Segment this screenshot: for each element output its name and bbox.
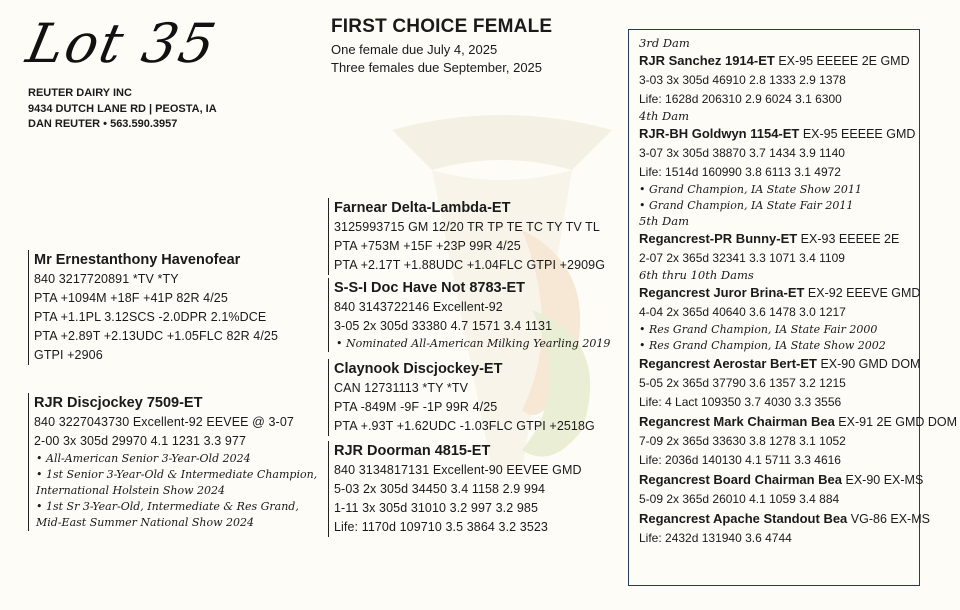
record-line: Life: 2036d 140130 4.1 5711 3.3 4616 [639,453,841,467]
dam-entry [28,393,322,531]
cow-classification: EX-92 EEEVE GMD [804,286,921,300]
pedigree-line: 1-11 3x 305d 31010 3.2 997 3.2 985 [334,501,539,515]
owner-address: 9434 DUTCH LANE RD | PEOSTA, IA [28,102,217,115]
pedigree-name: Claynook Discjockey-ET [334,361,503,377]
dam-family-name [639,51,911,71]
cow-name: Regancrest Mark Chairman Bea [639,414,835,429]
pedigree-line: 840 3143722146 Excellent-92 [334,300,503,314]
pedigree-name: S-S-I Doc Have Not 8783-ET [334,280,525,296]
lot-title: Lot 35 [21,12,223,75]
dam-award: • 1st Senior 3-Year-Old & Intermediate Champion, International Holstein Show 2024 [34,467,322,499]
record-line: Life: 4 Lact 109350 3.7 4030 3.3 3556 [639,395,842,409]
record-line: Life: 2432d 131940 3.6 4744 [639,531,792,545]
sire-of-sire-entry [328,198,605,275]
cow-classification: EX-91 2E GMD DOM [834,415,958,429]
dam-award: • 1st Sr 3-Year-Old, Intermediate & Res Grand, Mid-East Summer National Show 2024 [34,499,322,531]
cow-name: Regancrest Juror Brina-ET [639,285,805,300]
pedigree-line: PTA +2.17T +1.88UDC +1.04FLC GTPI +2909G [334,258,606,272]
cow-classification: EX-93 EEEEE 2E [797,232,900,246]
record-line: 7-09 2x 365d 33630 3.8 1278 3.1 1052 [639,434,846,448]
record-line: 3-07 3x 305d 38870 3.7 1434 3.9 1140 [639,146,845,160]
dam-family-name [639,229,911,249]
sire-line: PTA +2.89T +2.13UDC +1.05FLC 82R 4/25 [34,329,279,343]
cow-classification: EX-95 EEEEE 2E GMD [774,54,910,68]
record-line: 4-04 2x 365d 40640 3.6 1478 3.0 1217 [639,305,846,319]
dam-family-name [639,124,916,144]
generation-label: 5th Dam [639,214,689,228]
sire-entry [28,250,278,365]
award-line: • Res Grand Champion, IA State Show 2002 [639,338,911,354]
dam-award: • All-American Senior 3-Year-Old 2024 [34,451,322,467]
first-choice-line: One female due July 4, 2025 [331,42,498,57]
record-line: 2-07 2x 365d 32341 3.3 1071 3.4 1109 [639,251,845,265]
sire-line: 840 3217720891 *TV *TY [34,272,179,286]
award-line: • Grand Champion, IA State Fair 2011 [639,198,911,214]
generation-label: 4th Dam [639,109,689,123]
dam-of-dam-entry [328,441,582,537]
first-choice-line: Three females due September, 2025 [331,60,543,75]
record-line: 5-09 2x 365d 26010 4.1 1059 3.4 884 [639,492,840,506]
record-line: Life: 1628d 206310 2.9 6024 3.1 6300 [639,92,842,106]
sire-line: PTA +1094M +18F +41P 82R 4/25 [34,291,228,305]
sire-name: Mr Ernestanthony Havenofear [34,252,241,268]
sire-line: GTPI +2906 [34,348,103,362]
owner-info [28,86,217,133]
cow-name: Regancrest Apache Standout Bea [639,511,848,526]
cow-classification: VG-86 EX-MS [847,512,930,526]
pedigree-line: 5-03 2x 305d 34450 3.4 1158 2.9 994 [334,482,546,496]
first-choice-title: FIRST CHOICE FEMALE [331,16,553,37]
generation-label: 3rd Dam [639,36,690,50]
cow-name: Regancrest Board Chairman Bea [639,472,843,487]
pedigree-line: 840 3134817131 Excellent-90 EEVEE GMD [334,463,582,477]
cow-classification: EX-95 EEEEE GMD [799,127,916,141]
record-line: 5-05 2x 365d 37790 3.6 1357 3.2 1215 [639,376,846,390]
dam-family-name [639,412,958,432]
dam-line: 2-00 3x 305d 29970 4.1 1231 3.3 977 [34,434,247,448]
generation-label: 6th thru 10th Dams [639,268,754,282]
pedigree-line: PTA +.93T +1.62UDC -1.03FLC GTPI +2518G [334,419,595,433]
pedigree-line: 3-05 2x 305d 33380 4.7 1571 3.4 1131 [334,319,553,333]
pedigree-name: RJR Doorman 4815-ET [334,443,491,459]
cow-name: Regancrest Aerostar Bert-ET [639,356,817,371]
pedigree-line: PTA +753M +15F +23P 99R 4/25 [334,239,521,253]
dam-of-sire-entry [328,278,610,352]
award-line: • Res Grand Champion, IA State Fair 2000 [639,322,911,338]
owner-contact: DAN REUTER • 563.590.3957 [28,118,178,130]
dam-name: RJR Discjockey 7509-ET [34,395,203,411]
record-line: Life: 1514d 160990 3.8 6113 3.1 4972 [639,165,841,179]
dam-family-box [628,29,958,586]
pedigree-name: Farnear Delta-Lambda-ET [334,200,511,216]
cow-classification: EX-90 GMD DOM [816,357,921,371]
dam-family-name [639,509,930,529]
dam-family-name [639,470,924,490]
dam-family-name [639,283,921,303]
cow-classification: EX-90 EX-MS [842,473,924,487]
pedigree-line: CAN 12731113 *TY *TV [334,381,469,395]
sire-line: PTA +1.1PL 3.12SCS -2.0DPR 2.1%DCE [34,310,267,324]
pedigree-line: 3125993715 GM 12/20 TR TP TE TC TY TV TL [334,220,600,234]
pedigree-line: Life: 1170d 109710 3.5 3864 3.2 3523 [334,520,548,534]
award-line: • Grand Champion, IA State Show 2011 [639,182,911,198]
record-line: 3-03 3x 305d 46910 2.8 1333 2.9 1378 [639,73,846,87]
first-choice-header [331,16,552,77]
pedigree-line: PTA -849M -9F -1P 99R 4/25 [334,400,498,414]
dam-line: 840 3227043730 Excellent-92 EEVEE @ 3-07 [34,415,294,429]
cow-name: Regancrest-PR Bunny-ET [639,231,798,246]
pedigree-award: • Nominated All-American Milking Yearling 2019 [334,336,610,352]
cow-name: RJR Sanchez 1914-ET [639,53,775,68]
sire-of-dam-entry [328,359,595,436]
cow-name: RJR-BH Goldwyn 1154-ET [639,126,800,141]
dam-family-name [639,354,921,374]
owner-name: REUTER DAIRY INC [28,87,132,99]
